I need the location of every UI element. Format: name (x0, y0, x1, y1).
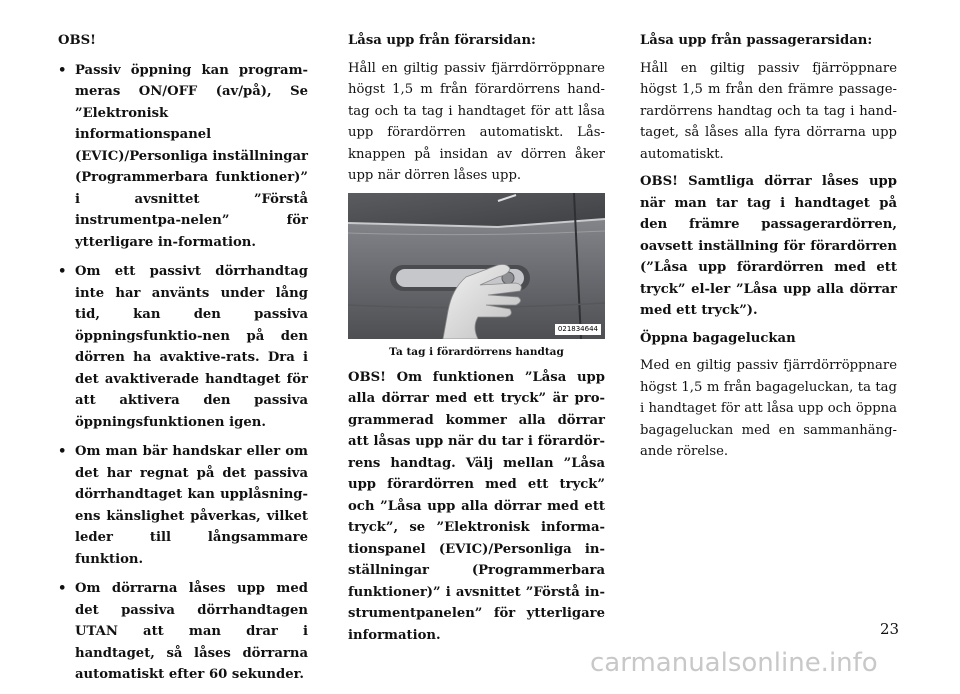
hand-on-door-handle-image (348, 193, 605, 339)
passenger-side-obs-paragraph: OBS! Samtliga dörrar låses upp när man tar tag i handtaget på den främre passagerardörren, oavsett inställning för förardörren (”Låsa upp förardörren med ett tryck” el-ler ”Låsa upp alla dörrar med ett tryck”). (640, 174, 897, 318)
door-handle-illustration (348, 193, 605, 339)
watermark: carmanualsonline.info (590, 648, 878, 678)
middle-column (348, 30, 605, 652)
door-handle-figure (348, 193, 605, 359)
right-column (640, 30, 897, 469)
figure-caption: Ta tag i förardörrens handtag (389, 345, 564, 358)
bullet-item: • Om man bär handskar eller om det har regnat på det passiva dörrhandtaget kan upplåsning-ens känslighet påverkas, vilket leder till långsammare funktion. (58, 441, 308, 570)
bullet-item: • Om ett passivt dörrhandtag inte har använts under lång tid, kan den passiva öppningsfunktio-nen på den dörren ha avaktive-rats. Dra i det avaktiverade handtaget för att aktivera den passiva öppningsfunktionen igen. (58, 261, 308, 433)
trunk-heading: Öppna bagageluckan (640, 330, 796, 346)
figure-code: 021834644 (555, 324, 601, 335)
left-column (58, 30, 308, 694)
page-number: 23 (880, 620, 900, 638)
driver-side-heading: Låsa upp från förarsidan: (348, 33, 536, 48)
driver-side-paragraph: Håll en giltig passiv fjärrdörröppnare högst 1,5 m från förardörrens hand-tag och ta tag i handtaget för att låsa upp förardörren automatiskt. Lås-knappen på insidan av dörren åker upp när dörren låses upp. (348, 60, 605, 183)
bullet-item: • Passiv öppning kan program-meras ON/OFF (av/på), Se ”Elektronisk informationspanel (EVIC)/Personliga inställningar (Programmerbara funktioner)” i avsnittet ”Förstå instrumentpa-nelen” för ytterligare in-formation. (58, 60, 308, 254)
trunk-paragraph: Med en giltig passiv fjärrdörröppnare högst 1,5 m från bagageluckan, ta tag i handtaget för att låsa upp och öppna bagageluckan med en sammanhäng-ande rörelse. (640, 358, 897, 459)
obs-bullet-list (58, 60, 308, 686)
driver-side-obs-paragraph: OBS! Om funktionen ”Låsa upp alla dörrar med ett tryck” är pro-grammerad kommer alla dörrar att låsas upp när du tar i förardör-rens handtag. Välj mellan ”Låsa upp förardörren med ett tryck” och ”Låsa upp alla dörrar med ett tryck”, se ”Elektronisk informa-tionspanel (EVIC)/Personliga in-ställningar (Programmerbara funktioner)” i avsnittet ”Förstå in-strumentpanelen” för ytterligare information. (348, 369, 605, 643)
bullet-item: • Om dörrarna låses upp med det passiva dörrhandtagen UTAN att man drar i handtaget, så låses dörrarna automatiskt efter 60 sekunder. (58, 578, 308, 686)
passenger-side-heading: Låsa upp från passagerarsidan: (640, 33, 873, 48)
obs-label: OBS! (58, 33, 96, 48)
passenger-side-paragraph: Håll en giltig passiv fjärröppnare högst 1,5 m från den främre passage-rardörrens handtag och ta tag i hand-taget, så låses alla fyra dörrarna upp automatiskt. (640, 60, 897, 162)
